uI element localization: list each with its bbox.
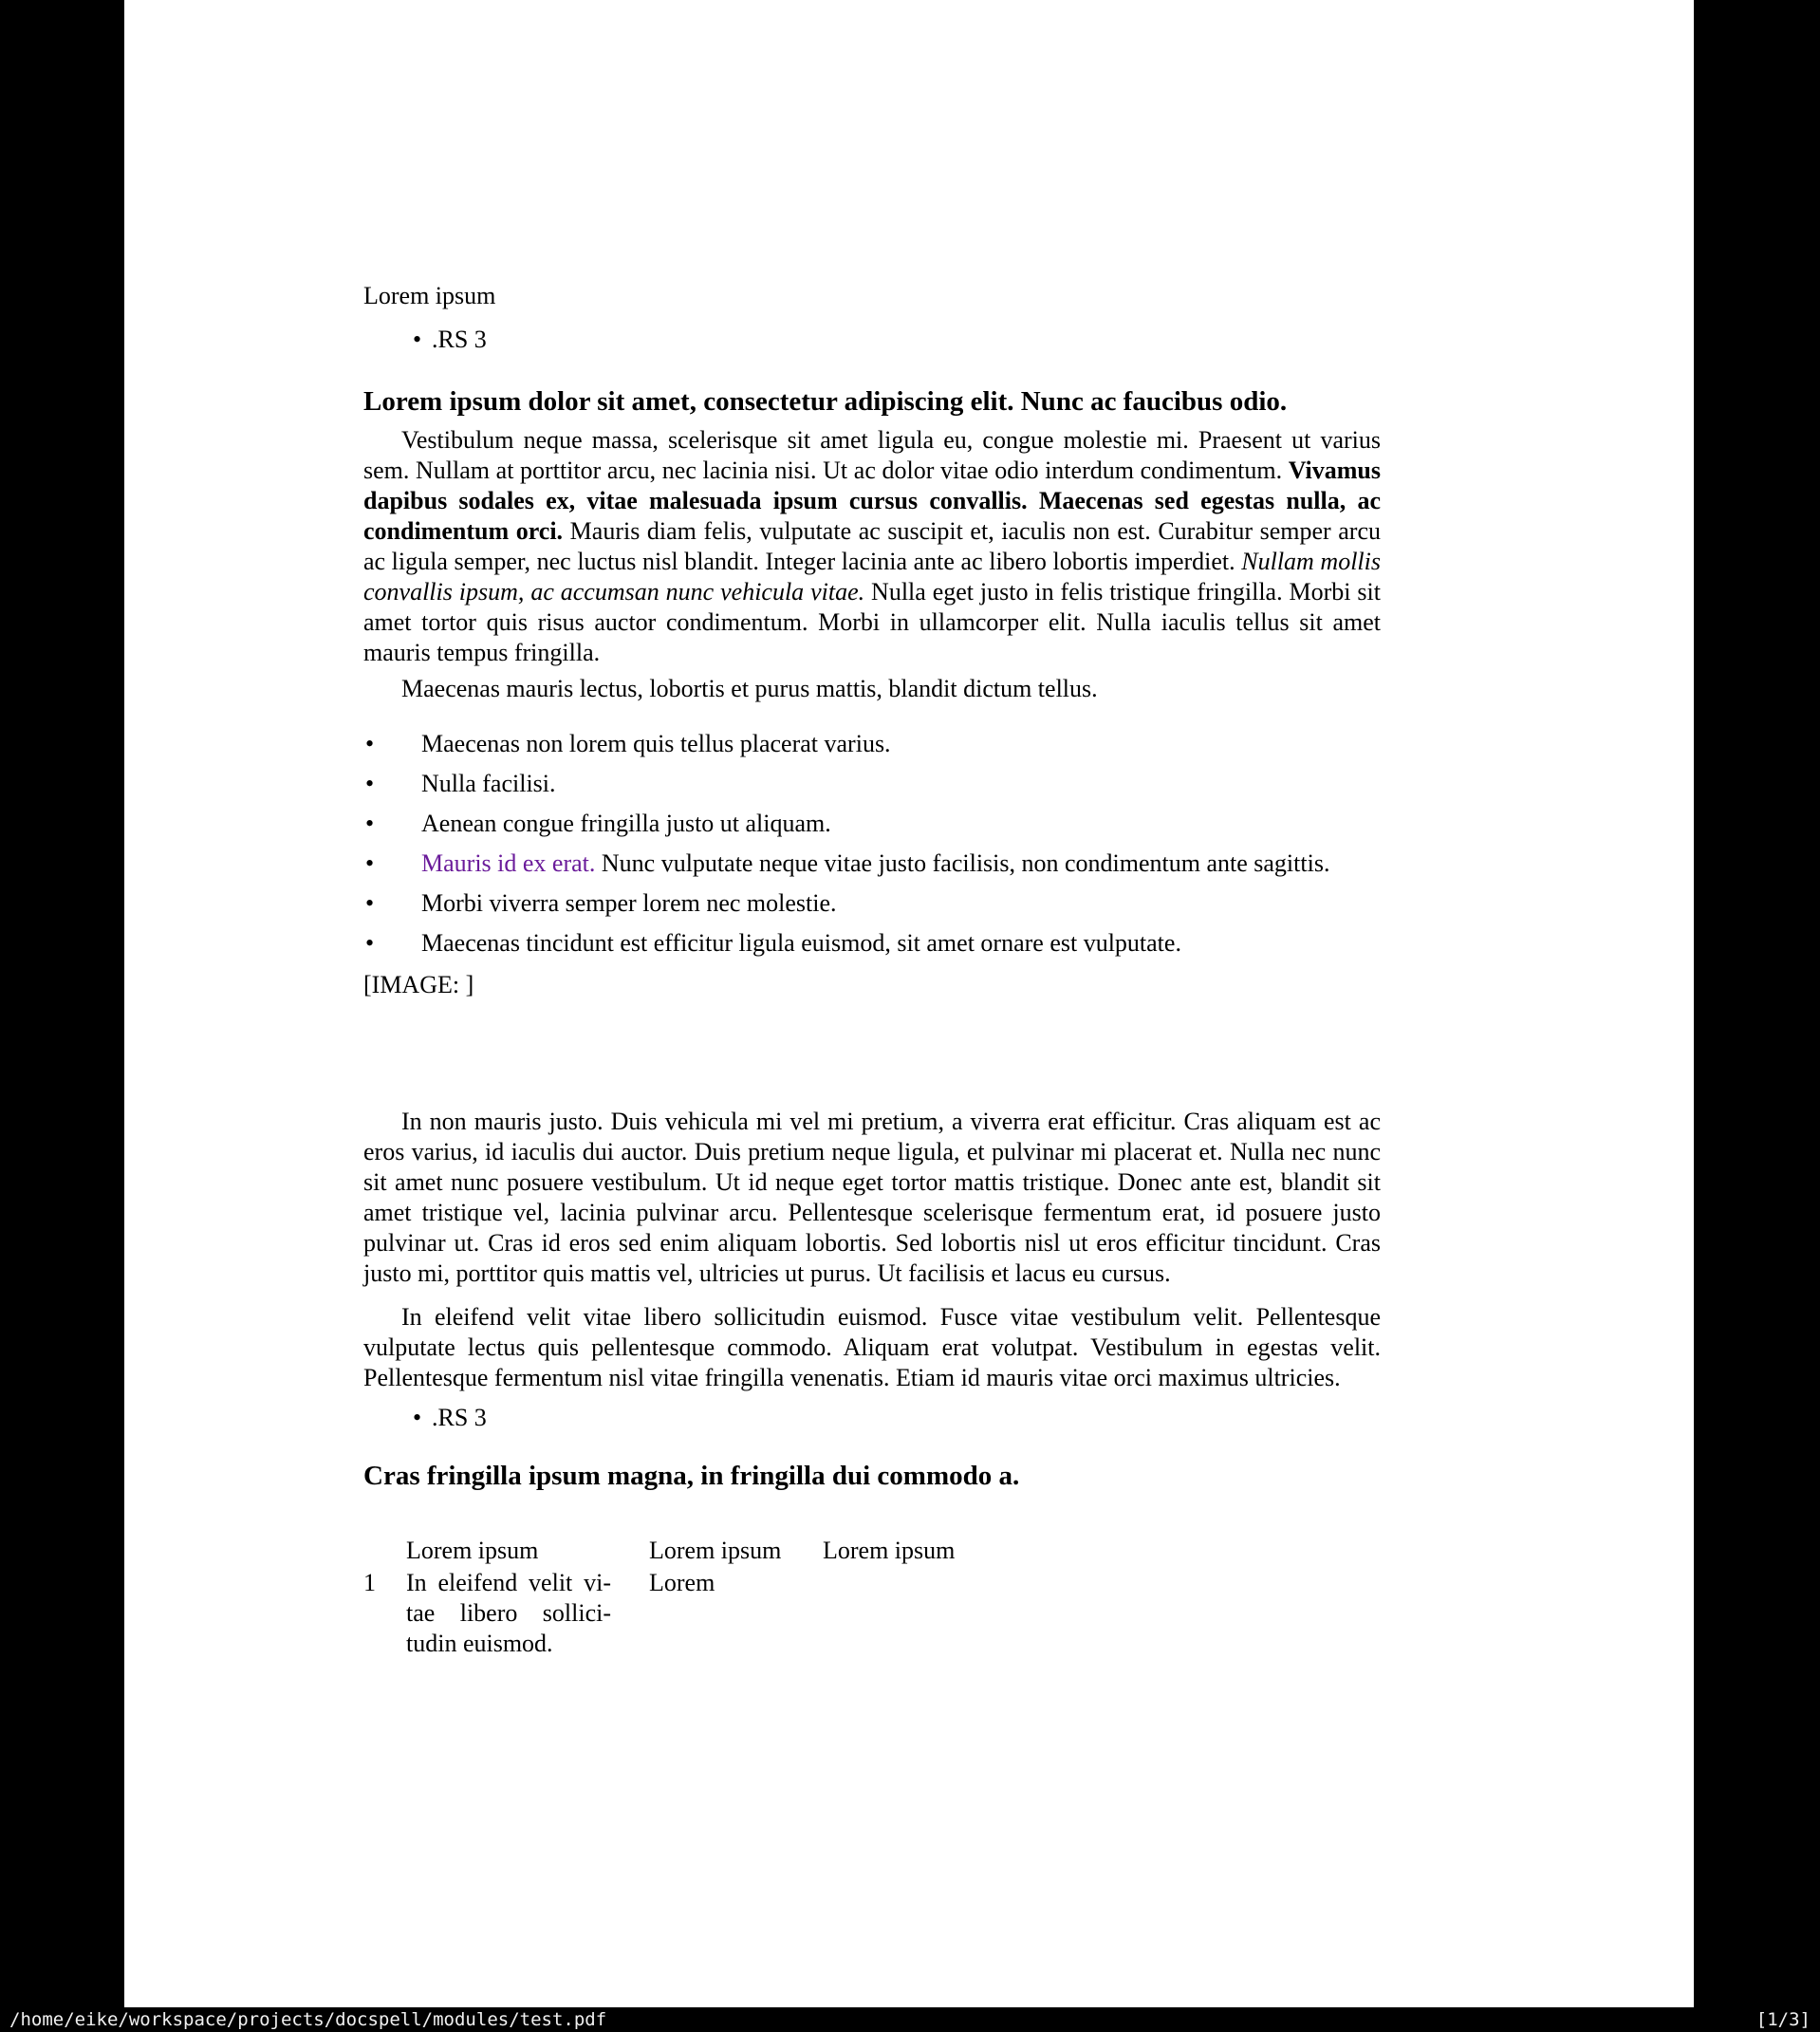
rs-macro-item-2 — [363, 1403, 1381, 1433]
rs-macro-text-1: .RS 3 — [432, 326, 487, 353]
image-empty-area — [363, 1000, 1381, 1107]
list-item-text: Nulla facilisi. — [421, 770, 556, 797]
table-header-spacer — [363, 1536, 406, 1566]
list-item-text: Maecenas tincidunt est efficitur ligula euismod, sit amet ornare est vulputate. — [421, 929, 1181, 957]
rs-macro-item-1 — [363, 325, 1381, 355]
intro-text: Lorem ipsum — [363, 282, 496, 309]
table-header-1: Lorem ipsum — [406, 1537, 539, 1564]
bullet-icon: • — [365, 770, 375, 797]
bullet-icon: • — [365, 929, 375, 957]
table-cell-1 — [406, 1568, 649, 1659]
list-item-3 — [363, 809, 1381, 839]
table-cell-3 — [823, 1568, 1381, 1659]
mauris-id-ex-erat-link[interactable]: Mauris id ex erat. — [421, 849, 596, 877]
table-row-number: 1 — [363, 1569, 376, 1596]
image-placeholder: [IMAGE: ] — [363, 971, 474, 998]
list-item-1 — [363, 729, 1381, 759]
list-item-text: Aenean congue fringilla justo ut aliquam. — [421, 810, 831, 837]
table-cell-line: In eleifend velit vi- — [406, 1569, 611, 1596]
list-item-text: Maecenas non lorem quis tellus placerat varius. — [421, 730, 891, 757]
bullet-icon: • — [365, 810, 375, 837]
table-header-2: Lorem ipsum — [649, 1537, 782, 1564]
bullet-icon: • — [413, 326, 422, 353]
list-item-6 — [363, 928, 1381, 959]
table-cell-2: Lorem — [649, 1569, 715, 1596]
paragraph-1: Vestibulum neque massa, scelerisque sit amet ligula eu, congue molestie mi. Praesent ut varius sem. Nullam at porttitor arcu, nec lacinia nisi. Ut ac dolor vitae odio interdum condimentum. Vivamus dapibus sodales ex, vitae malesuada ipsum cursus convallis. Maecenas sed egestas nulla, ac condimentum orci. Mauris diam felis, vulputate ac suscipit et, iaculis non est. Curabitur semper arcu ac ligula semper, nec luctus nisl blandit. Integer lacinia ante ac libero lobortis imperdiet. Nullam mollis convallis ipsum, ac accumsan nunc vehicula vitae. Nulla eget justo in felis tristique fringilla. Morbi sit amet tortor quis risus auctor condimentum. Morbi in ullamcorper elit. Nulla iaculis tellus sit amet mauris tempus fringilla. — [363, 426, 1382, 666]
table-cell-line: tudin euismod. — [406, 1630, 553, 1657]
paragraph-2: Maecenas mauris lectus, lobortis et purus mattis, blandit dictum tellus. — [401, 675, 1098, 702]
table-cell-line: tae libero sollici- — [406, 1599, 611, 1627]
list-item-text: Nunc vulputate neque vitae justo facilisis, non condimentum ante sagittis. — [595, 849, 1330, 877]
rs-macro-text-2: .RS 3 — [432, 1404, 487, 1431]
bullet-icon: • — [365, 849, 375, 877]
bullet-icon: • — [365, 730, 375, 757]
paragraph-3: In non mauris justo. Duis vehicula mi vel mi pretium, a viverra erat efficitur. Cras aliquam est ac eros varius, id iaculis dui auctor. Duis pretium neque ligula, et pulvinar mi placerat et. Nulla nec nunc sit amet nunc posuere vestibulum. Ut id neque eget tortor mattis tristique. Donec ante est, blandit sit amet tristique vel, lacinia pulvinar arcu. Pellentesque scelerisque fermentum erat, id posuere justo pulvinar ut. Cras id eros sed enim aliquam lobortis. Sed lobortis nisl ut eros efficitur tincidunt. Cras justo mi, porttitor quis mattis vel, ultricies ut purus. Ut facilisis et lacus eu cursus. — [363, 1108, 1381, 1287]
statusbar-file-path: /home/eike/workspace/projects/docspell/modules/test.pdf — [9, 2009, 607, 2030]
document-page[interactable] — [124, 0, 1694, 2007]
list-item-text: Morbi viverra semper lorem nec molestie. — [421, 889, 837, 917]
bullet-list — [363, 729, 1381, 959]
bullet-icon: • — [413, 1404, 422, 1431]
bullet-icon: • — [365, 889, 375, 917]
statusbar-page-indicator: [1/3] — [1755, 2009, 1811, 2030]
paragraph-4: In eleifend velit vitae libero sollicitudin euismod. Fusce vitae vestibulum velit. Pellentesque vulputate lectus quis pellentesque commodo. Aliquam erat volutpat. Vestibulum in egestas velit. Pellentesque fermentum nisl vitae fringilla venenatis. Etiam id mauris vitae orci maximus ultricies. — [363, 1303, 1381, 1391]
statusbar — [0, 2007, 1820, 2032]
section-heading-2: Cras fringilla ipsum magna, in fringilla dui commodo a. — [363, 1461, 1020, 1491]
lorem-table — [363, 1536, 1381, 1659]
section-heading-1: Lorem ipsum dolor sit amet, consectetur adipiscing elit. Nunc ac faucibus odio. — [363, 386, 1288, 417]
list-item-5 — [363, 888, 1381, 919]
table-header-3: Lorem ipsum — [823, 1537, 956, 1564]
list-item-2 — [363, 769, 1381, 799]
document-content — [124, 0, 1694, 1659]
list-item-4 — [363, 848, 1381, 879]
